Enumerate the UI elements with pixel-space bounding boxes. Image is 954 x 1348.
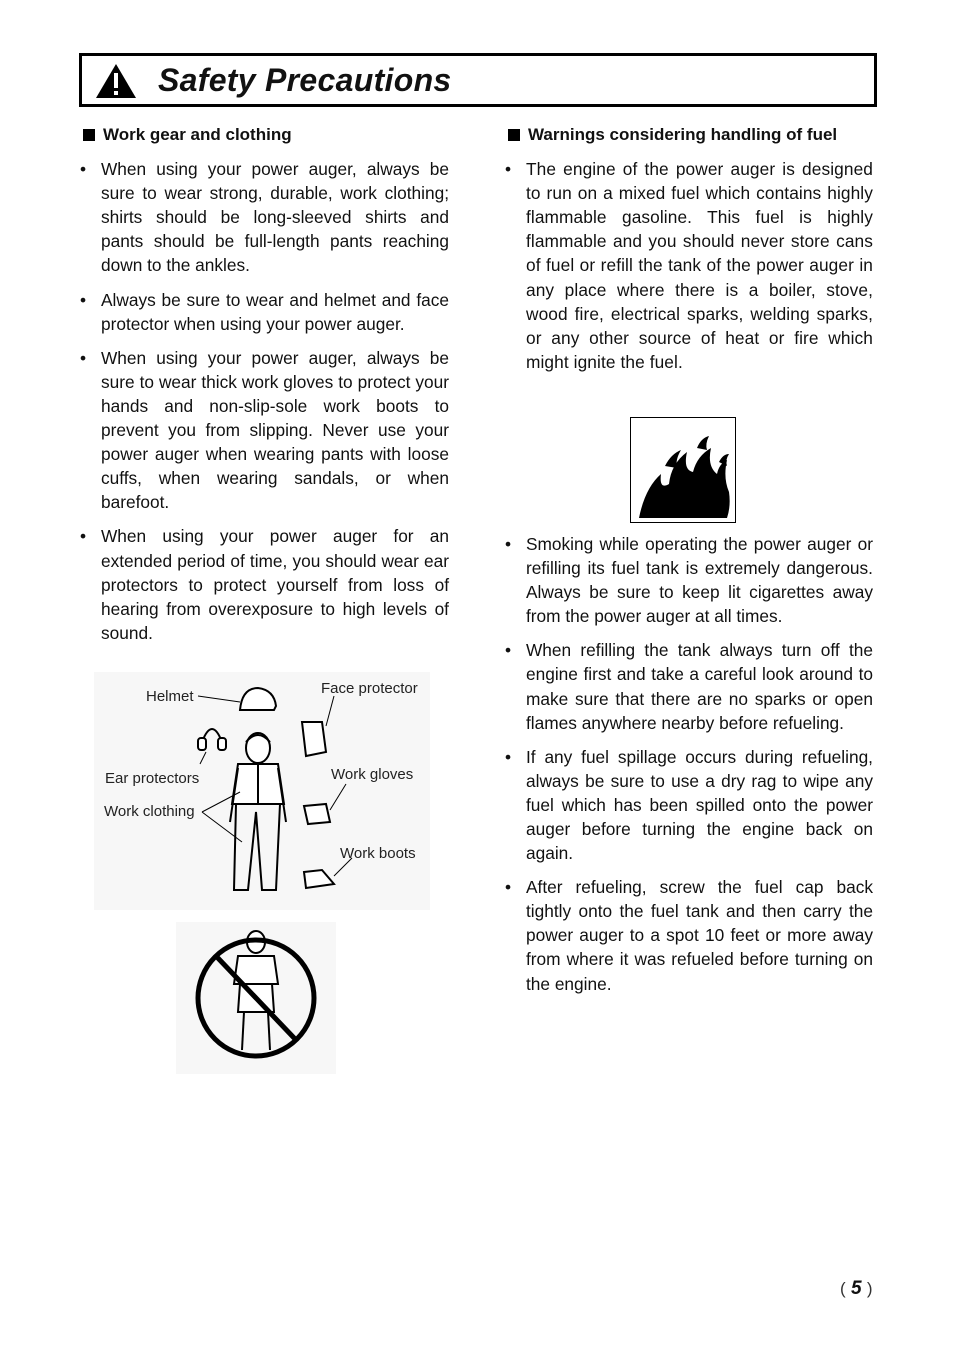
list-item: • When using your power auger, always be sure to wear thick work gloves to protect your hands and non-slip-sole work boots to prevent you from slipping. Never use your power auger when wearing pants with loose cuffs, when wearing sandals, or when barefoot. <box>80 346 449 515</box>
warning-triangle-icon <box>95 63 137 99</box>
list-item: • If any fuel spillage occurs during refueling, always be sure to use a dry rag to wipe any fuel which has been spilled onto the power auger before turning the engine back on again. <box>505 745 873 865</box>
prohibited-clothing-illustration <box>176 922 336 1074</box>
list-item: • When using your power auger, always be sure to wear strong, durable, work clothing; shirts should be long-sleeved shirts and pants should be full-length pants reaching down to the ankles. <box>80 157 449 277</box>
title-banner <box>79 53 877 107</box>
list-item: • The engine of the power auger is designed to run on a mixed fuel which contains highly flammable gasoline. This fuel is highly flammable and you should never store cans of fuel or refill the tank of the power auger in any place where there is a boiler, stove, wood fire, electrical sparks, welding sparks, or any other source of heat or fire which might ignite the fuel. <box>505 157 873 374</box>
bracket-right-icon: ) <box>866 1279 873 1298</box>
bracket-left-icon: ( <box>840 1279 846 1298</box>
square-bullet-icon <box>83 129 95 141</box>
prohibited-clothing-icon <box>176 922 336 1074</box>
work-boots-label: Work boots <box>340 845 416 862</box>
list-item: • Smoking while operating the power auger or refilling its fuel tank is extremely dangerous. Always be sure to keep lit cigarettes away from the power auger at all times. <box>505 532 873 628</box>
work-gear-section <box>80 123 449 655</box>
section-heading <box>80 123 449 147</box>
list-item: • When refilling the tank always turn off the engine first and take a careful look around to make sure that there are no sparks or open flames anywhere nearby before refueling. <box>505 638 873 734</box>
fire-icon <box>631 418 735 522</box>
page-title: Safety Precautions <box>158 62 452 98</box>
work-clothing-label: Work clothing <box>104 803 195 820</box>
work-gloves-label: Work gloves <box>331 766 414 783</box>
work-gear-illustration <box>94 672 430 910</box>
section-heading <box>505 123 873 147</box>
page-number <box>840 1278 872 1300</box>
list-item: • When using your power auger for an extended period of time, you should wear ear protectors to protect yourself from loss of hearing from overexposure to high levels of sound. <box>80 524 449 644</box>
heading-text: Work gear and clothing <box>103 125 292 144</box>
ear-protectors-label: Ear protectors <box>105 770 200 787</box>
helmet-label: Helmet <box>146 688 194 705</box>
square-bullet-icon <box>508 129 520 141</box>
list-item: • Always be sure to wear and helmet and face protector when using your power auger. <box>80 288 449 336</box>
heading-text: Warnings considering handling of fuel <box>528 125 838 144</box>
fuel-handling-section <box>505 123 873 1006</box>
fire-warning-figure <box>630 417 736 523</box>
list-item: • After refueling, screw the fuel cap back tightly onto the fuel tank and then carry the power auger to a spot 10 feet or more away from where it was refueled before turning on the engine. <box>505 875 873 995</box>
worker-gear-drawing <box>94 672 430 910</box>
page-number-value: 5 <box>850 1278 862 1299</box>
face-protector-label: Face protector <box>321 680 418 697</box>
